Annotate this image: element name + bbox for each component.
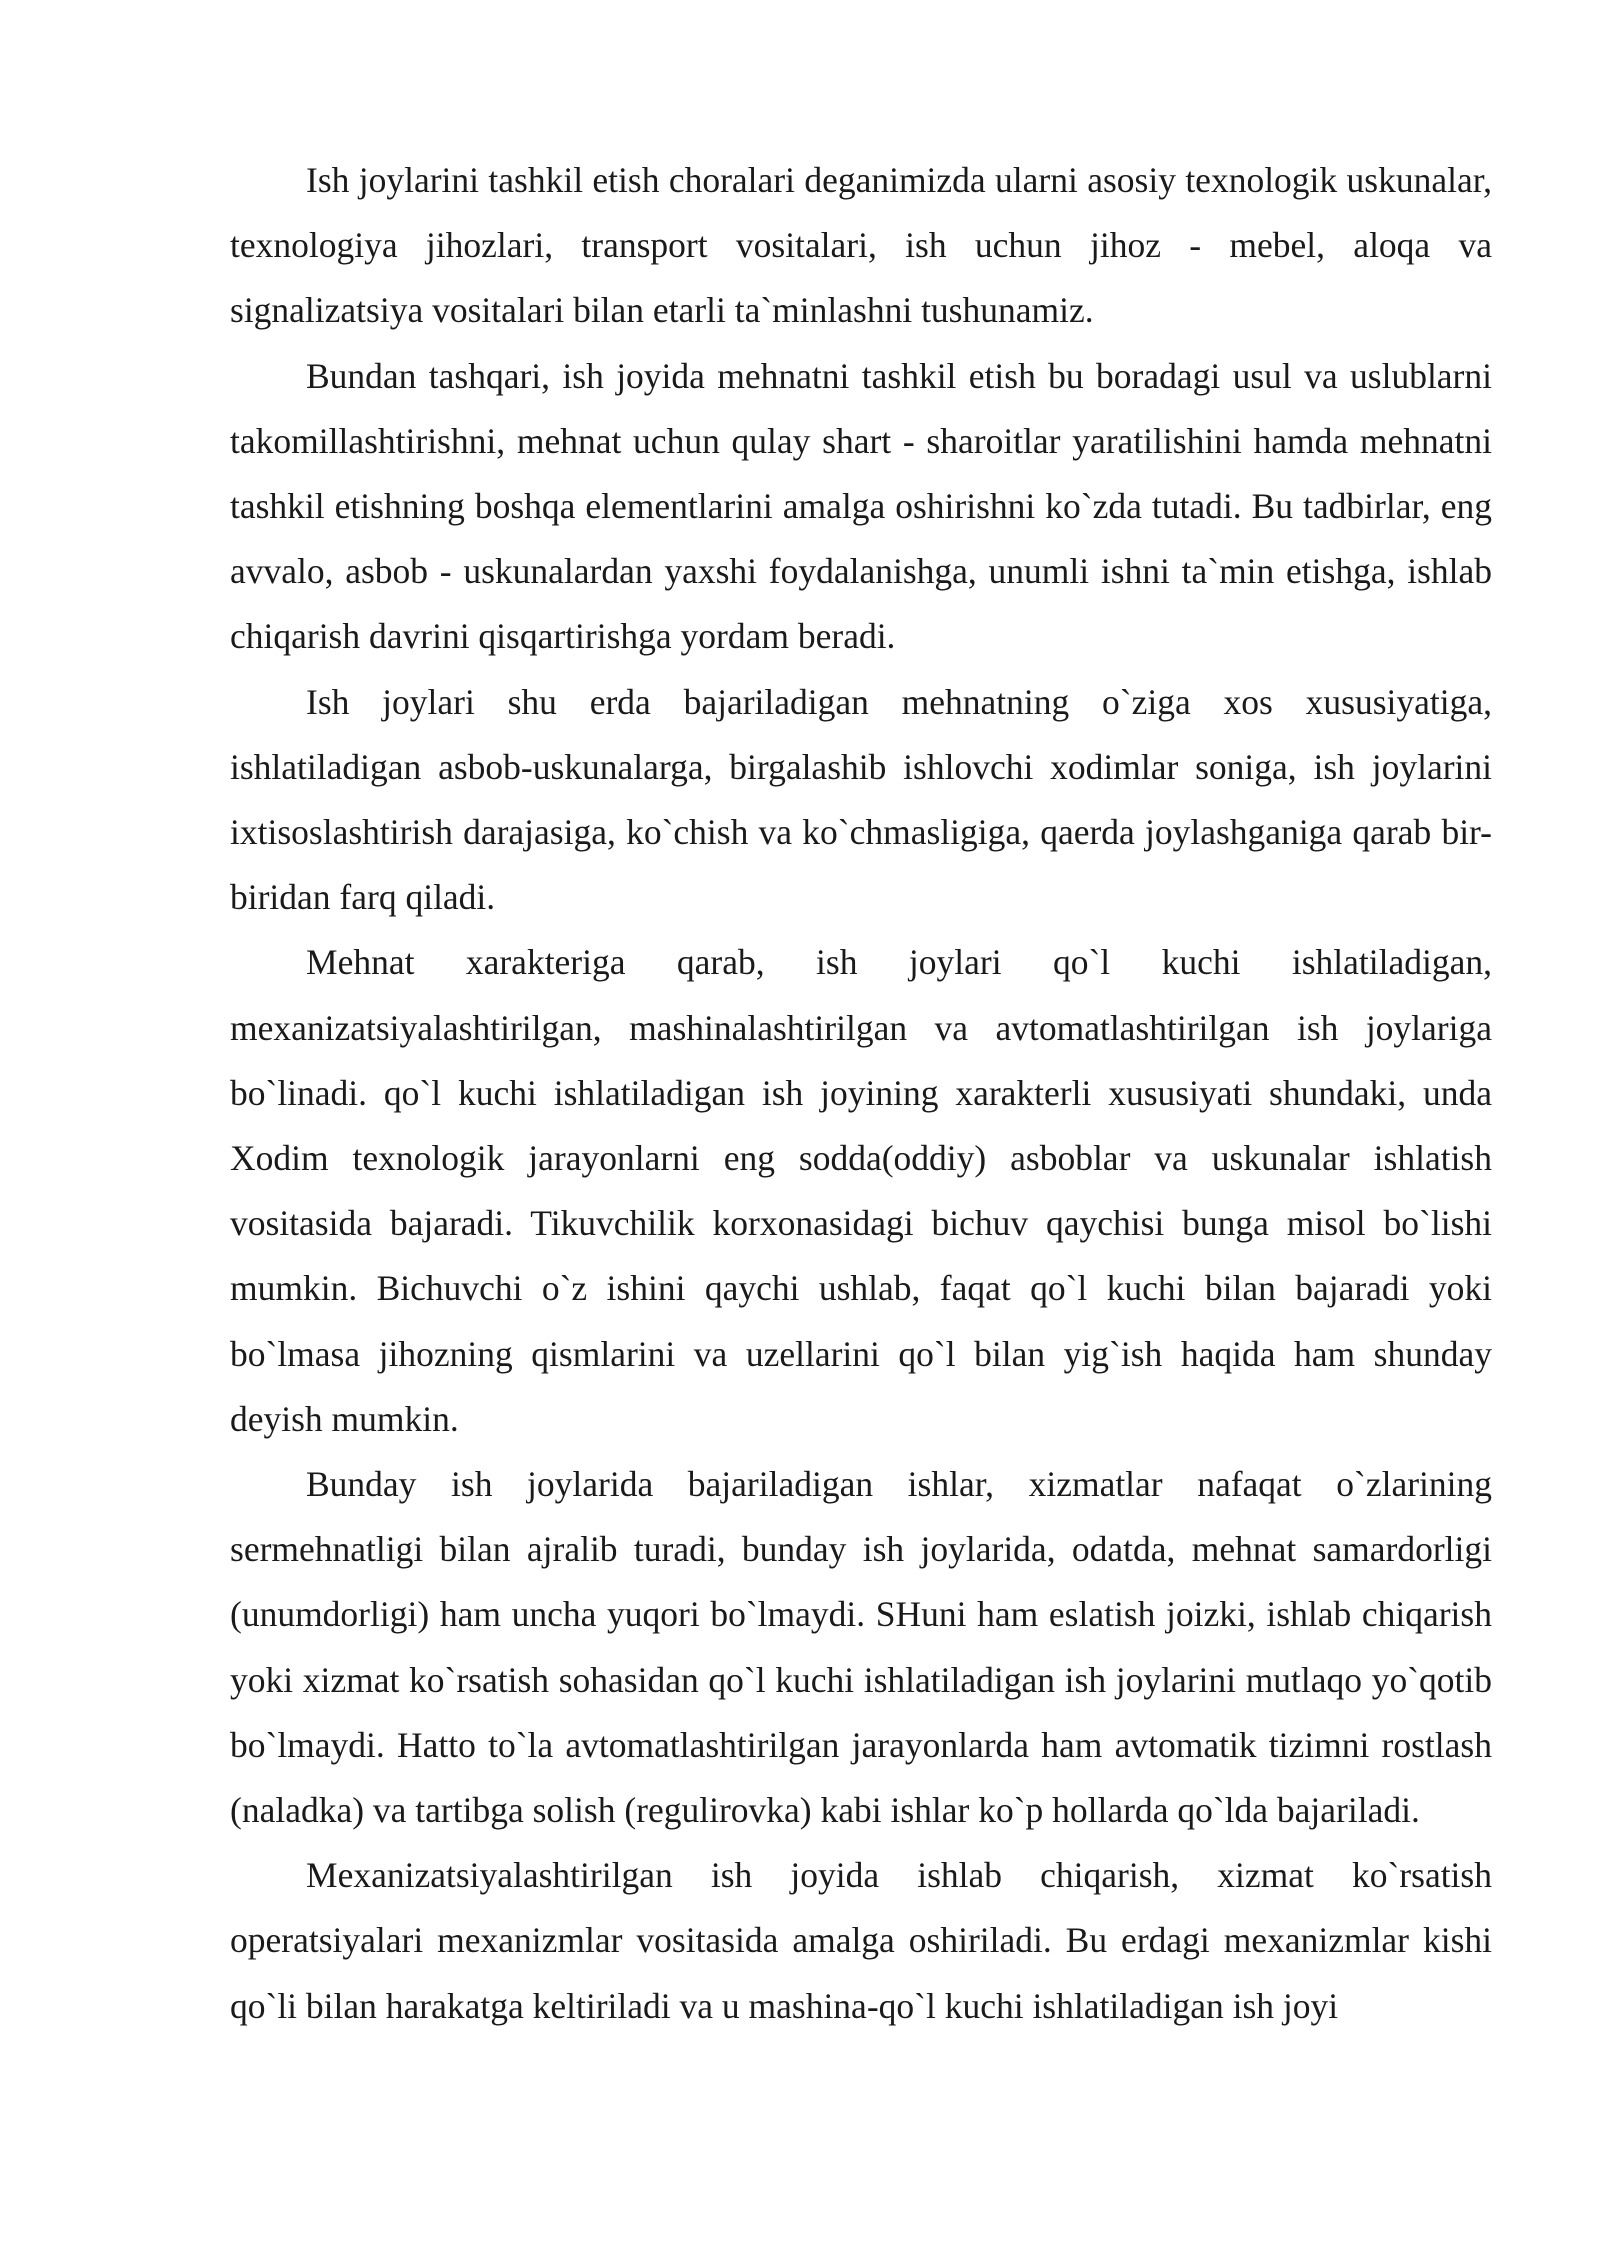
paragraph-4: Mehnat xarakteriga qarab, ish joylari qo`l kuchi ishlatiladigan, mexanizatsiyalashtirilgan, mashinalashtirilgan va avtomatlashtirilgan ish joylariga bo`linadi. qo`l kuchi ishlatiladigan ish joyining xarakterli xususiyati shundaki, unda Xodim texnologik jarayonlarni eng sodda(oddiy) asboblar va uskunalar ishlatish vositasida bajaradi. Tikuvchilik korxonasidagi bichuv qaychisi bunga misol bo`lishi mumkin. Bichuvchi o`z ishini qaychi ushlab, faqat qo`l kuchi bilan bajaradi yoki bo`lmasa jihozning qismlarini va uzellarini qo`l bilan yig`ish haqida ham shunday deyish mumkin. [230,942,1492,1439]
paragraph-2: Bundan tashqari, ish joyida mehnatni tashkil etish bu boradagi usul va uslublarni takomillashtirishni, mehnat uchun qulay shart - sharoitlar yaratilishini hamda mehnatni tashkil etishning boshqa elementlarini amalga oshirishni ko`zda tutadi. Bu tadbirlar, eng avvalo, asbob - uskunalardan yaxshi foydalanishga, unumli ishni ta`min etishga, ishlab chiqarish davrini qisqartirishga yordam beradi. [230,355,1492,657]
paragraph-1: Ish joylarini tashkil etish choralari deganimizda ularni asosiy texnologik uskunalar, texnologiya jihozlari, transport vositalari, ish uchun jihoz - mebel, aloqa va signalizatsiya vositalari bilan etarli ta`minlashni tushunamiz. [230,160,1492,331]
paragraph-5: Bunday ish joylarida bajariladigan ishlar, xizmatlar nafaqat o`zlarining sermehnatligi bilan ajralib turadi, bunday ish joylarida, odatda, mehnat samardorligi (unumdorligi) ham uncha yuqori bo`lmaydi. SHuni ham eslatish joizki, ishlab chiqarish yoki xizmat ko`rsatish sohasidan qo`l kuchi ishlatiladigan ish joylarini mutlaqo yo`qotib bo`lmaydi. Hatto to`la avtomatlashtirilgan jarayonlarda ham avtomatik tizimni rostlash (naladka) va tartibga solish (regulirovka) kabi ishlar ko`p hollarda qo`lda bajariladi. [230,1464,1492,1831]
paragraph-3: Ish joylari shu erda bajariladigan mehnatning o`ziga xos xususiyatiga, ishlatiladigan asbob-uskunalarga, birgalashib ishlovchi xodimlar soniga, ish joylarini ixtisoslashtirish darajasiga, ko`chish va ko`chmasligiga, qaerda joylashganiga qarab bir-biridan farq qiladi. [230,681,1492,918]
paragraph-6: Mexanizatsiyalashtirilgan ish joyida ishlab chiqarish, xizmat ko`rsatish operatsiyalari mexanizmlar vositasida amalga oshiriladi. Bu erdagi mexanizmlar kishi qo`li bilan harakatga keltiriladi va u mashina-qo`l kuchi ishlatiladigan ish joyi [230,1855,1492,2026]
document-body [230,148,1492,2039]
